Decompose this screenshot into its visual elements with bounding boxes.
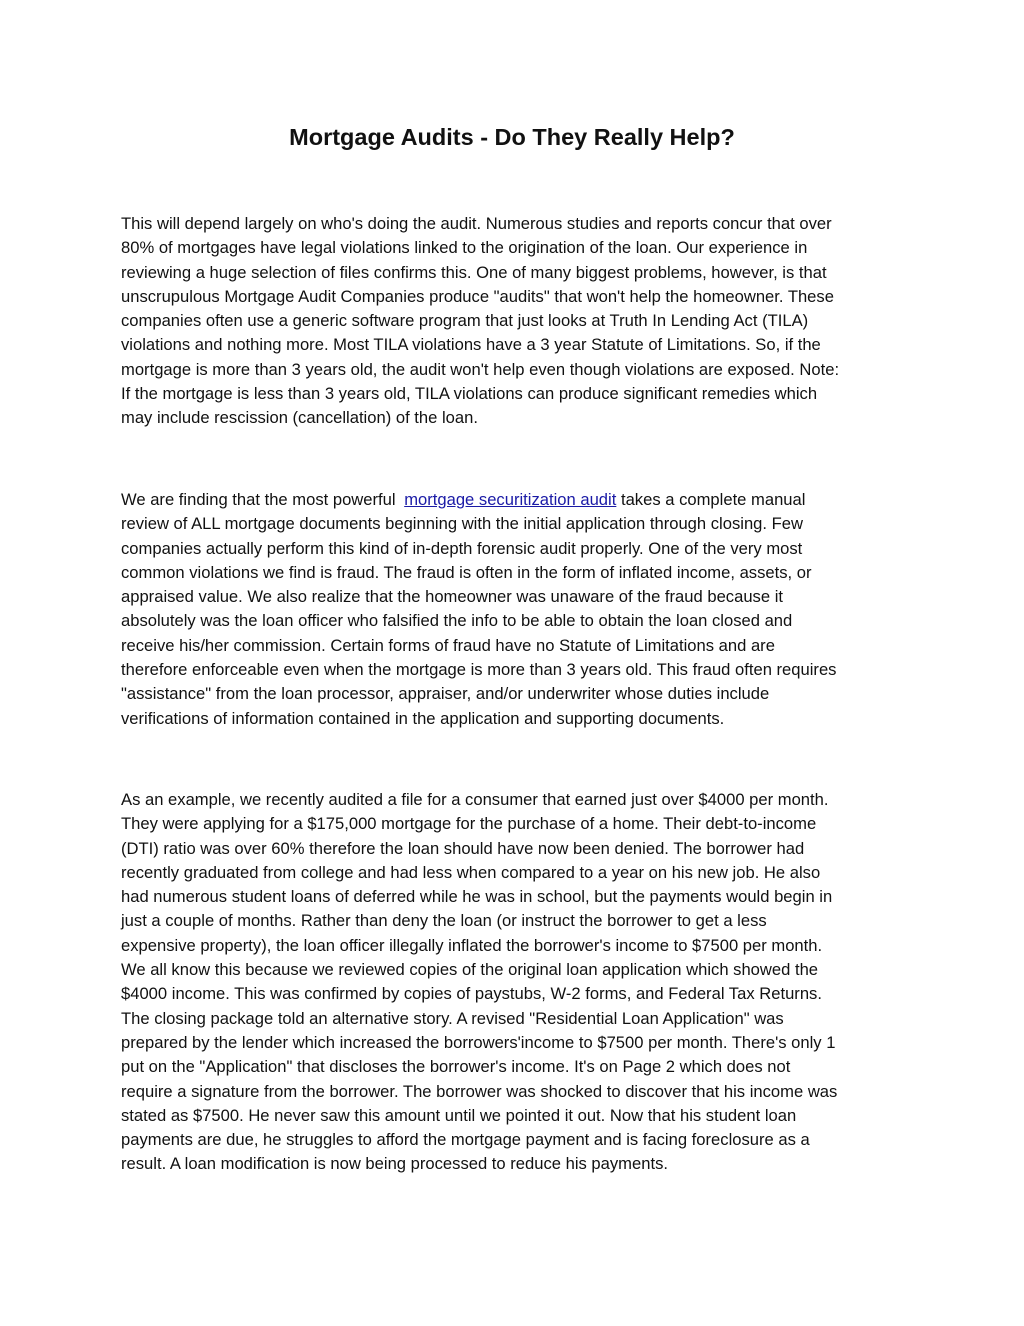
paragraph-line: reviewing a huge selection of files confirms this. One of many biggest problems, however, is that — [121, 262, 827, 282]
paragraph-line: expensive property), the loan officer illegally inflated the borrower's income to $7500 per month. — [121, 935, 823, 955]
paragraph-line: As an example, we recently audited a file for a consumer that earned just over $4000 per month. — [121, 790, 829, 809]
paragraph-line: just a couple of months. Rather than deny the loan (or instruct the borrower to get a less — [121, 911, 767, 931]
paragraph-line: appraised value. We also realize that the homeowner was unaware of the fraud because it — [121, 587, 783, 607]
paragraph-line: verifications of information contained in the application and supporting documents. — [121, 708, 725, 728]
paragraph-line: violations and nothing more. Most TILA violations have a 3 year Statute of Limitations. So, if the — [121, 335, 821, 355]
mortgage-securitization-audit-link[interactable]: mortgage securitization audit — [404, 490, 617, 509]
paragraph-line: 80% of mortgages have legal violations linked to the origination of the loan. Our experience in — [121, 238, 808, 258]
paragraph-line: unscrupulous Mortgage Audit Companies produce "audits" that won't help the homeowner. These — [121, 286, 834, 306]
paragraph-line: $4000 income. This was confirmed by copies of paystubs, W-2 forms, and Federal Tax Returns. — [121, 984, 822, 1004]
text-before-link: We are finding that the most powerful — [121, 490, 396, 509]
paragraph-line: If the mortgage is less than 3 years old, TILA violations can produce significant remedies which — [121, 384, 818, 404]
paragraph-line: (DTI) ratio was over 60% therefore the loan should have now been denied. The borrower had — [121, 838, 805, 858]
paragraph-line: had numerous student loans of deferred while he was in school, but the payments would begin in — [121, 887, 833, 907]
paragraph-line: companies actually perform this kind of in-depth forensic audit properly. One of the very most — [121, 538, 803, 558]
paragraph-2 — [121, 488, 911, 731]
page-title: Mortgage Audits - Do They Really Help? — [289, 124, 735, 150]
paragraph-line: therefore enforceable even when the mortgage is more than 3 years old. This fraud often requires — [121, 660, 837, 680]
paragraph-line: absolutely was the loan officer who falsified the info to be able to obtain the loan closed and — [121, 611, 793, 631]
paragraph-line: "assistance" from the loan processor, appraiser, and/or underwriter whose duties include — [121, 684, 770, 704]
paragraph-1 — [121, 212, 911, 431]
paragraph-line: We all know this because we reviewed copies of the original loan application which showed the — [121, 960, 819, 980]
paragraph-line: This will depend largely on who's doing the audit. Numerous studies and reports concur that over — [121, 214, 832, 233]
paragraph-line: review of ALL mortgage documents beginning with the initial application through closing. Few — [121, 514, 803, 534]
paragraph-line: common violations we find is fraud. The fraud is often in the form of inflated income, assets, or — [121, 562, 812, 582]
paragraph-line: mortgage is more than 3 years old, the audit won't help even though violations are exposed. Note: — [121, 359, 840, 379]
paragraph-3 — [121, 788, 911, 1177]
text-after-link: takes a complete manual — [620, 490, 806, 509]
paragraph-line: prepared by the lender which increased the borrowers'income to $7500 per month. There's only 1 — [121, 1032, 836, 1052]
paragraph-line: recently graduated from college and had less when compared to a year on his new job. He also — [121, 862, 821, 882]
paragraph-line: receive his/her commission. Certain forms of fraud have no Statute of Limitations and are — [121, 635, 775, 655]
paragraph-line: They were applying for a $175,000 mortgage for the purchase of a home. Their debt-to-income — [121, 814, 817, 834]
paragraph-line: require a signature from the borrower. The borrower was shocked to discover that his income was — [121, 1081, 838, 1101]
paragraph-line: stated as $7500. He never saw this amount until we pointed it out. Now that his student loan — [121, 1105, 797, 1125]
paragraph-line-with-link — [121, 488, 911, 512]
paragraph-line: companies often use a generic software program that just looks at Truth In Lending Act (TILA) — [121, 311, 809, 331]
paragraph-line: result. A loan modification is now being processed to reduce his payments. — [121, 1154, 668, 1174]
paragraph-line: put on the "Application" that discloses the borrower's income. It's on Page 2 which does not — [121, 1057, 791, 1077]
paragraph-line: The closing package told an alternative story. A revised "Residential Loan Application" was — [121, 1008, 784, 1028]
paragraph-line: may include rescission (cancellation) of the loan. — [121, 408, 478, 428]
paragraph-line: payments are due, he struggles to afford the mortgage payment and is facing foreclosure as a — [121, 1130, 810, 1150]
